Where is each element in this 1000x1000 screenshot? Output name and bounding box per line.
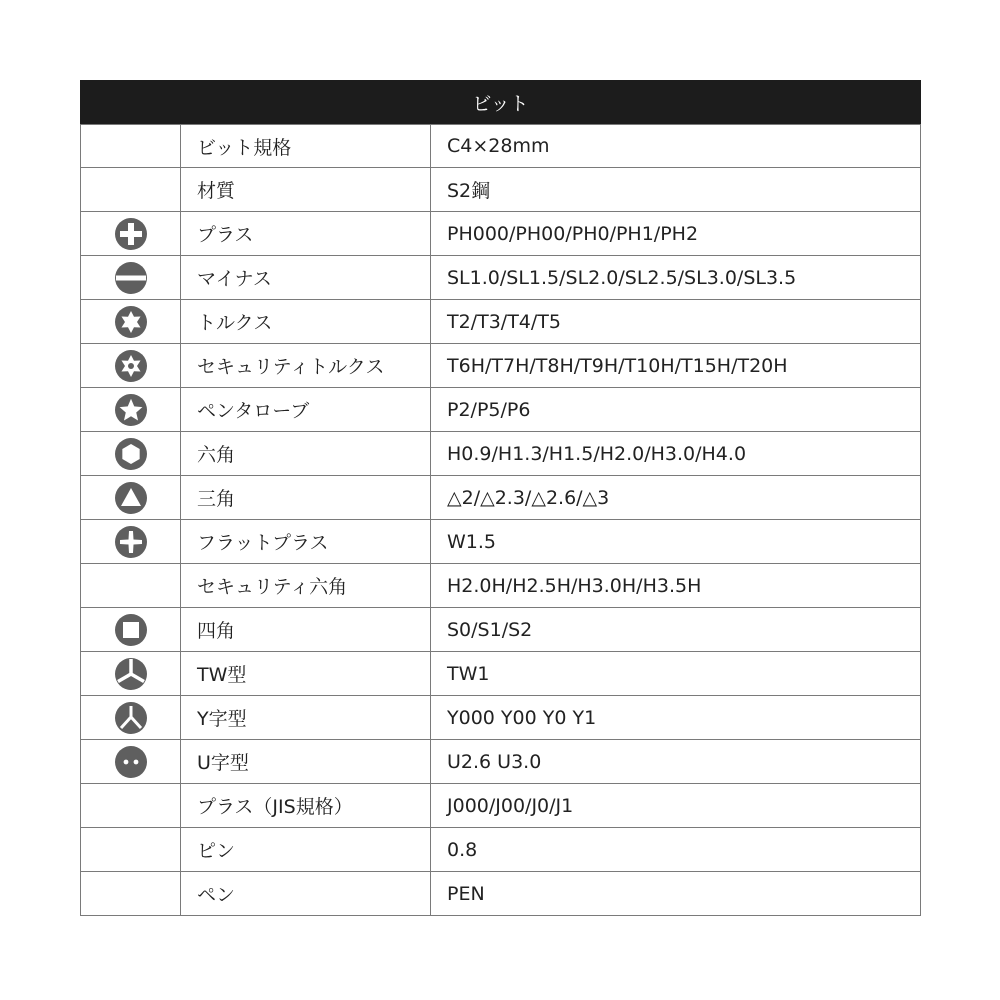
square-icon (114, 613, 148, 647)
bit-size-value: PH000/PH00/PH0/PH1/PH2 (447, 222, 699, 245)
bit-size-value: T2/T3/T4/T5 (447, 310, 561, 333)
table-row (80, 124, 921, 168)
table-row (80, 388, 921, 432)
table-row (80, 520, 921, 564)
icon-cell (81, 125, 181, 167)
y-type-icon (114, 701, 148, 735)
bit-type-name: 四角 (181, 608, 431, 651)
bit-size-value: U2.6 U3.0 (447, 750, 542, 773)
phillips-icon (114, 217, 148, 251)
icon-cell (81, 168, 181, 211)
icon-cell (81, 212, 181, 255)
icon-cell (81, 696, 181, 739)
bit-type-name: プラス (181, 212, 431, 255)
icon-cell (81, 256, 181, 299)
bit-size-value: C4×28mm (447, 135, 550, 157)
torx-icon (114, 305, 148, 339)
bit-type-name: ペンタローブ (181, 388, 431, 431)
bit-type-name: ビット規格 (181, 125, 431, 167)
bit-type-name: フラットプラス (181, 520, 431, 563)
bit-type-name: TW型 (181, 652, 431, 695)
bit-size-value: S0/S1/S2 (447, 618, 533, 641)
bit-type-name: U字型 (181, 740, 431, 783)
icon-cell (81, 564, 181, 607)
icon-cell (81, 388, 181, 431)
icon-cell (81, 476, 181, 519)
table-row (80, 872, 921, 916)
table-body (80, 124, 921, 916)
bit-type-name: プラス（JIS規格） (181, 784, 431, 827)
table-row (80, 564, 921, 608)
table-row (80, 696, 921, 740)
bit-size-value: SL1.0/SL1.5/SL2.0/SL2.5/SL3.0/SL3.5 (447, 266, 797, 289)
pentalobe-icon (114, 393, 148, 427)
icon-cell (81, 432, 181, 475)
table-row (80, 168, 921, 212)
bit-type-name: ペン (181, 872, 431, 915)
bit-size-value: H2.0H/H2.5H/H3.0H/H3.5H (447, 574, 702, 597)
bit-size-value: △2/△2.3/△2.6/△3 (447, 486, 610, 509)
table-row (80, 828, 921, 872)
bit-size-value: PEN (447, 882, 485, 905)
icon-cell (81, 652, 181, 695)
table-row (80, 608, 921, 652)
icon-cell (81, 872, 181, 915)
triangle-icon (114, 481, 148, 515)
bit-type-name: トルクス (181, 300, 431, 343)
icon-cell (81, 344, 181, 387)
table-row (80, 432, 921, 476)
u-type-icon (114, 745, 148, 779)
security-torx-icon (114, 349, 148, 383)
bit-size-value: Y000 Y00 Y0 Y1 (447, 706, 597, 729)
bit-size-value: S2鋼 (447, 180, 491, 202)
spec-table (80, 80, 921, 916)
flat-phillips-icon (114, 525, 148, 559)
bit-size-value: TW1 (447, 662, 490, 685)
table-row (80, 476, 921, 520)
tri-wing-icon (114, 657, 148, 691)
bit-size-value: 0.8 (447, 838, 478, 861)
bit-type-name: 材質 (181, 168, 431, 211)
bit-size-value: W1.5 (447, 530, 497, 553)
bit-type-name: 六角 (181, 432, 431, 475)
table-row (80, 740, 921, 784)
table-row (80, 784, 921, 828)
table-row (80, 256, 921, 300)
bit-type-name: マイナス (181, 256, 431, 299)
icon-cell (81, 828, 181, 871)
bit-type-name: ピン (181, 828, 431, 871)
table-row (80, 344, 921, 388)
table-row (80, 212, 921, 256)
table-row (80, 300, 921, 344)
bit-size-value: T6H/T7H/T8H/T9H/T10H/T15H/T20H (447, 354, 788, 377)
icon-cell (81, 300, 181, 343)
bit-type-name: 三角 (181, 476, 431, 519)
bit-type-name: Y字型 (181, 696, 431, 739)
bit-type-name: セキュリティ六角 (181, 564, 431, 607)
bit-type-name: セキュリティトルクス (181, 344, 431, 387)
table-row (80, 652, 921, 696)
slotted-icon (114, 261, 148, 295)
hex-icon (114, 437, 148, 471)
icon-cell (81, 784, 181, 827)
bit-size-value: H0.9/H1.3/H1.5/H2.0/H3.0/H4.0 (447, 442, 747, 465)
icon-cell (81, 740, 181, 783)
bit-size-value: J000/J00/J0/J1 (447, 794, 574, 817)
icon-cell (81, 608, 181, 651)
table-header: ビット (80, 80, 921, 124)
bit-size-value: P2/P5/P6 (447, 398, 531, 421)
icon-cell (81, 520, 181, 563)
